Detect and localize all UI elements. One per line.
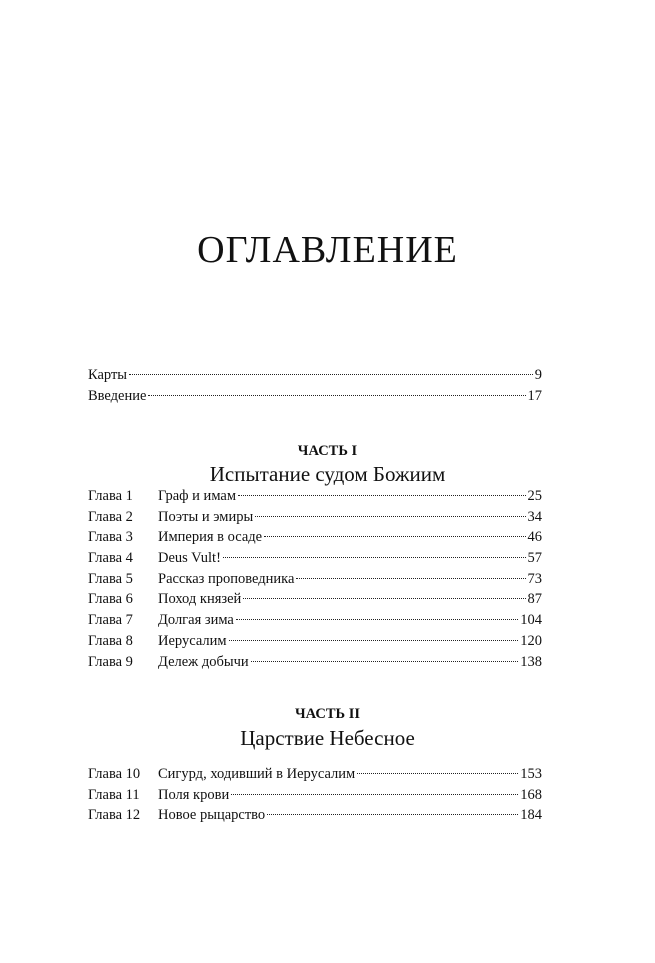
entry-title: Введение <box>88 387 147 404</box>
chapter-number: Глава 2 <box>88 508 133 525</box>
entry-title: Рассказ проповедника <box>158 570 295 587</box>
dot-leader <box>223 557 526 558</box>
entry-title: Новое рыцарство <box>158 807 266 824</box>
part-1-label: ЧАСТЬ I <box>297 443 358 459</box>
toc-entry-chapter-12[interactable] <box>88 807 542 828</box>
page-title: ОГЛАВЛЕНИЕ <box>197 229 458 271</box>
page-number: 73 <box>527 570 542 587</box>
chapter-number: Глава 12 <box>88 807 141 824</box>
entry-title: Deus Vult! <box>158 550 221 567</box>
toc-entry-chapter-7[interactable] <box>88 612 542 633</box>
dot-leader <box>255 516 525 517</box>
dot-leader <box>357 773 518 774</box>
front-matter-list <box>88 367 542 408</box>
page-number: 87 <box>527 591 542 608</box>
page-number: 168 <box>520 786 542 803</box>
page-number: 120 <box>520 632 542 649</box>
entry-title: Поход князей <box>158 591 242 608</box>
entry-title: Дележ добычи <box>158 653 249 670</box>
page-number: 153 <box>520 766 542 782</box>
entry-title: Граф и имам <box>158 488 237 504</box>
chapter-number: Глава 9 <box>88 653 133 670</box>
toc-entry-chapter-9[interactable] <box>88 654 542 675</box>
dot-leader <box>129 374 533 375</box>
page-number: 184 <box>520 807 542 824</box>
part-2-title: Царствие Небесное <box>240 726 415 750</box>
page-number: 17 <box>527 387 542 404</box>
page-number: 46 <box>527 529 542 546</box>
dot-leader <box>251 661 519 662</box>
dot-leader <box>236 619 518 620</box>
chapter-number: Глава 6 <box>88 591 133 608</box>
part-1-chapter-list <box>88 488 542 674</box>
chapter-number: Глава 3 <box>88 529 133 546</box>
toc-entry-introduction[interactable] <box>88 388 542 409</box>
dot-leader <box>229 640 519 641</box>
toc-entry-chapter-5[interactable] <box>88 571 542 592</box>
page-number: 9 <box>534 367 542 383</box>
entry-title: Империя в осаде <box>158 529 263 546</box>
toc-entry-chapter-11[interactable] <box>88 787 542 808</box>
page-number: 57 <box>527 550 542 567</box>
dot-leader <box>264 536 525 537</box>
part-2-chapter-list <box>88 766 542 828</box>
dot-leader <box>148 395 525 396</box>
page-number: 34 <box>527 508 542 525</box>
toc-entry-chapter-3[interactable] <box>88 529 542 550</box>
part-1-title: Испытание судом Божиим <box>209 462 446 486</box>
entry-title: Поля крови <box>158 786 230 803</box>
part-2-label: ЧАСТЬ II <box>294 706 361 722</box>
entry-title: Долгая зима <box>158 612 234 629</box>
toc-entry-chapter-6[interactable] <box>88 591 542 612</box>
dot-leader <box>231 794 518 795</box>
dot-leader <box>267 814 518 815</box>
chapter-number: Глава 7 <box>88 612 133 629</box>
entry-title: Поэты и эмиры <box>158 508 254 525</box>
toc-entry-chapter-10[interactable] <box>88 766 542 787</box>
chapter-number: Глава 4 <box>88 550 133 567</box>
chapter-number: Глава 1 <box>88 488 133 504</box>
toc-entry-chapter-1[interactable] <box>88 488 542 509</box>
entry-title: Сигурд, ходивший в Иерусалим <box>158 766 356 782</box>
chapter-number: Глава 8 <box>88 632 133 649</box>
chapter-number: Глава 5 <box>88 570 133 587</box>
entry-title: Иерусалим <box>158 632 227 649</box>
page-number: 25 <box>527 488 542 504</box>
dot-leader <box>238 495 525 496</box>
toc-entry-chapter-8[interactable] <box>88 633 542 654</box>
entry-title: Карты <box>88 367 128 383</box>
chapter-number: Глава 11 <box>88 786 140 803</box>
dot-leader <box>296 578 525 579</box>
dot-leader <box>243 598 525 599</box>
page-number: 104 <box>520 612 542 629</box>
toc-entry-maps[interactable] <box>88 367 542 388</box>
page-number: 138 <box>520 653 542 670</box>
chapter-number: Глава 10 <box>88 766 141 782</box>
toc-entry-chapter-4[interactable] <box>88 550 542 571</box>
toc-entry-chapter-2[interactable] <box>88 509 542 530</box>
